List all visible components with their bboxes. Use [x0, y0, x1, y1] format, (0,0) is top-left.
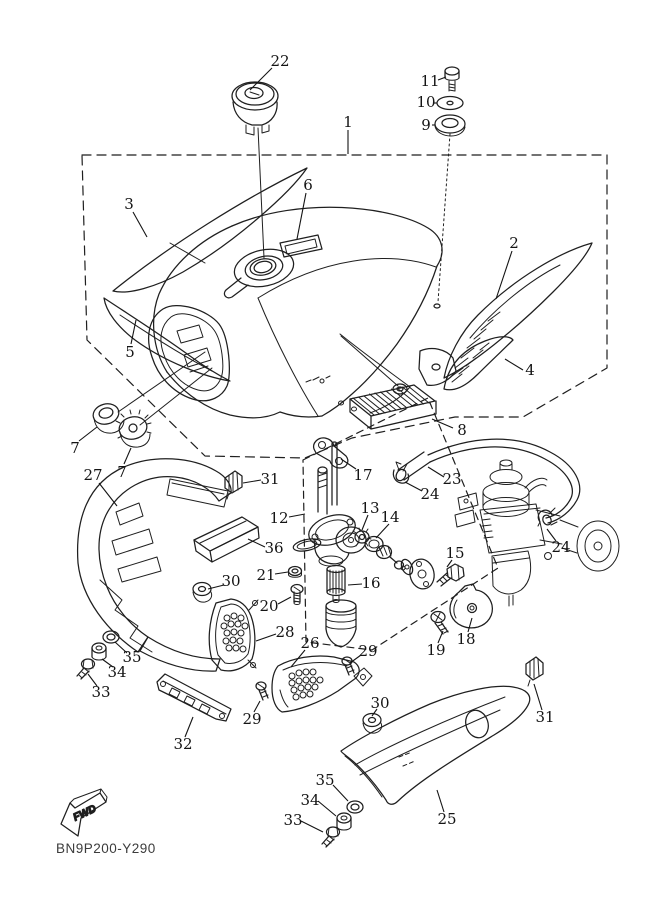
diagram-code: BN9P200-Y290 [56, 841, 156, 856]
callout-number[interactable]: 31 [535, 708, 555, 726]
callout-number[interactable]: 14 [380, 508, 400, 526]
callout-11[interactable] [420, 72, 446, 90]
callout-31[interactable] [243, 470, 280, 488]
callout-31[interactable] [534, 684, 555, 726]
callout-34[interactable] [102, 659, 127, 681]
callout-leader-line [534, 684, 542, 710]
callout-number[interactable]: 7 [70, 439, 80, 457]
callout-leader-line [124, 448, 131, 464]
callout-29[interactable] [350, 642, 378, 663]
part-screw-20 [291, 585, 303, 605]
part-bolt-11 [445, 67, 459, 91]
callout-leader-line [278, 597, 291, 604]
callout-number[interactable]: 8 [457, 421, 467, 439]
part-grommet-30-a [193, 583, 212, 603]
callout-number[interactable]: 30 [221, 572, 241, 590]
callout-leader-line [256, 634, 276, 641]
part-side-cover-27 [78, 459, 232, 671]
part-screw-19 [431, 612, 448, 635]
callout-number[interactable]: 29 [358, 642, 378, 660]
tank-underside-details [118, 128, 450, 425]
callout-26[interactable] [291, 634, 320, 667]
callout-17[interactable] [341, 459, 373, 484]
callout-number[interactable]: 25 [437, 810, 457, 828]
callout-number[interactable]: 6 [303, 176, 313, 194]
callout-13[interactable] [360, 499, 379, 530]
callout-leader-line [405, 482, 422, 491]
ref-carburetor [455, 460, 619, 606]
callout-leader-line [99, 483, 117, 506]
callout-24[interactable] [547, 529, 571, 556]
callout-4[interactable] [505, 359, 535, 379]
callout-number[interactable]: 22 [270, 52, 290, 70]
callout-leader-line [505, 359, 523, 370]
callout-number[interactable]: 7 [117, 463, 127, 481]
callout-leader-line [348, 584, 362, 585]
callout-7[interactable] [70, 427, 97, 457]
part-fuel-cap-22 [232, 82, 278, 135]
callout-number[interactable]: 29 [242, 710, 262, 728]
part-plate-8 [350, 384, 436, 429]
callout-number[interactable]: 32 [173, 735, 193, 753]
part-emblem-6 [280, 235, 322, 257]
callout-25[interactable] [437, 790, 457, 828]
callout-number[interactable]: 26 [300, 634, 320, 652]
callout-36[interactable] [248, 539, 284, 557]
callout-leader-line [79, 427, 97, 441]
part-o-ring [292, 537, 322, 554]
callout-leader-line [362, 515, 368, 530]
callout-leader-line [432, 419, 453, 428]
part-grommet-30-b [363, 714, 382, 734]
part-washer-13 [353, 528, 371, 546]
callout-29[interactable] [242, 701, 261, 728]
part-plate-small [399, 558, 415, 577]
callout-leader-line [437, 790, 444, 812]
callout-number[interactable]: 24 [551, 538, 571, 556]
callout-leader-line [318, 801, 336, 816]
callout-22[interactable] [250, 52, 290, 90]
part-side-cover-25 [341, 686, 530, 804]
callout-number[interactable]: 1 [343, 113, 353, 131]
part-bracket-32 [157, 674, 231, 721]
callout-number[interactable]: 9 [421, 116, 431, 134]
callout-34[interactable] [300, 791, 336, 816]
callout-number[interactable]: 35 [122, 648, 142, 666]
callout-number[interactable]: 13 [360, 499, 380, 517]
part-nut-21 [289, 567, 302, 578]
callout-number[interactable]: 3 [124, 195, 134, 213]
callout-number[interactable]: 35 [315, 771, 335, 789]
callout-16[interactable] [348, 574, 381, 592]
part-filter-16 [327, 566, 345, 603]
mesh-pattern [289, 669, 323, 700]
part-washer-35-b [347, 801, 363, 813]
assembly-boundary-tank-group-1 [82, 155, 607, 458]
part-mesh-panel-28 [209, 599, 258, 671]
callout-number[interactable]: 11 [420, 72, 440, 90]
callout-leader-line [289, 514, 305, 517]
callout-number[interactable]: 23 [442, 470, 462, 488]
callout-number[interactable]: 24 [420, 485, 440, 503]
part-mesh-panel-26 [272, 656, 372, 712]
callout-21[interactable] [256, 566, 288, 584]
callout-20[interactable] [259, 597, 291, 615]
callout-number[interactable]: 19 [426, 641, 446, 659]
callout-number[interactable]: 31 [260, 470, 280, 488]
callout-number[interactable]: 27 [83, 466, 103, 484]
part-decal-right-lower-4 [444, 337, 513, 390]
callout-number[interactable]: 10 [416, 93, 436, 111]
callout-24[interactable] [405, 482, 440, 503]
callout-number[interactable]: 18 [456, 630, 476, 648]
callout-number[interactable]: 36 [264, 539, 284, 557]
fwd-label: FWD [71, 802, 99, 824]
part-screw-29-a [256, 682, 268, 700]
callout-1[interactable] [343, 113, 353, 154]
callout-leader-line [133, 212, 147, 237]
callout-8[interactable] [432, 419, 467, 439]
callout-number[interactable]: 4 [525, 361, 535, 379]
callout-leader-line [185, 717, 193, 737]
callout-number[interactable]: 2 [509, 234, 519, 252]
callout-28[interactable] [256, 623, 295, 641]
callout-3[interactable] [124, 195, 147, 237]
callout-30[interactable] [370, 694, 389, 716]
callout-leader-line [333, 785, 348, 801]
part-collar-34-a [92, 643, 106, 660]
part-bolt-33-b [322, 827, 340, 847]
callout-12[interactable] [269, 509, 305, 527]
callout-33[interactable] [283, 811, 323, 832]
part-decal-right-2 [444, 243, 592, 378]
callout-18[interactable] [456, 618, 475, 648]
part-clip-31-b [526, 657, 543, 686]
callout-number[interactable]: 33 [91, 683, 111, 701]
callout-35[interactable] [315, 771, 348, 801]
callout-5[interactable] [125, 320, 136, 361]
callout-number[interactable]: 30 [370, 694, 390, 712]
callout-number[interactable]: 16 [361, 574, 381, 592]
part-washer-35-a [103, 631, 119, 643]
callout-leader-line [243, 480, 261, 483]
part-collar-34-b [337, 813, 351, 830]
callout-10[interactable] [416, 93, 437, 111]
callout-leader-line [275, 572, 288, 574]
part-bolt-33-a [77, 659, 95, 679]
callout-number[interactable]: 15 [445, 544, 465, 562]
callout-30[interactable] [208, 572, 241, 590]
callout-leader-line [301, 821, 323, 832]
callout-leader-line [376, 524, 389, 538]
part-drain-cup [326, 600, 356, 647]
callout-32[interactable] [173, 717, 193, 753]
callout-number[interactable]: 17 [353, 466, 373, 484]
callout-number[interactable]: 12 [269, 509, 289, 527]
callout-number[interactable]: 34 [300, 791, 320, 809]
part-fuel-tank [118, 128, 456, 425]
part-damper-9 [435, 115, 465, 136]
callout-number[interactable]: 33 [283, 811, 303, 829]
part-gasket-17 [314, 438, 348, 468]
part-bolt-15 [437, 564, 464, 586]
callout-14[interactable] [376, 508, 400, 538]
tank-rear-bracket [419, 304, 456, 385]
callout-number[interactable]: 20 [259, 597, 279, 615]
callout-number[interactable]: 28 [275, 623, 295, 641]
fwd-arrow-icon [61, 789, 107, 836]
part-washer-10 [437, 97, 463, 110]
callout-number[interactable]: 34 [107, 663, 127, 681]
callout-number[interactable]: 21 [256, 566, 276, 584]
callout-19[interactable] [426, 631, 445, 659]
callout-number[interactable]: 5 [125, 343, 135, 361]
callout-leader-line [297, 193, 306, 239]
mesh-pattern [221, 613, 248, 652]
callout-9[interactable] [421, 116, 435, 134]
